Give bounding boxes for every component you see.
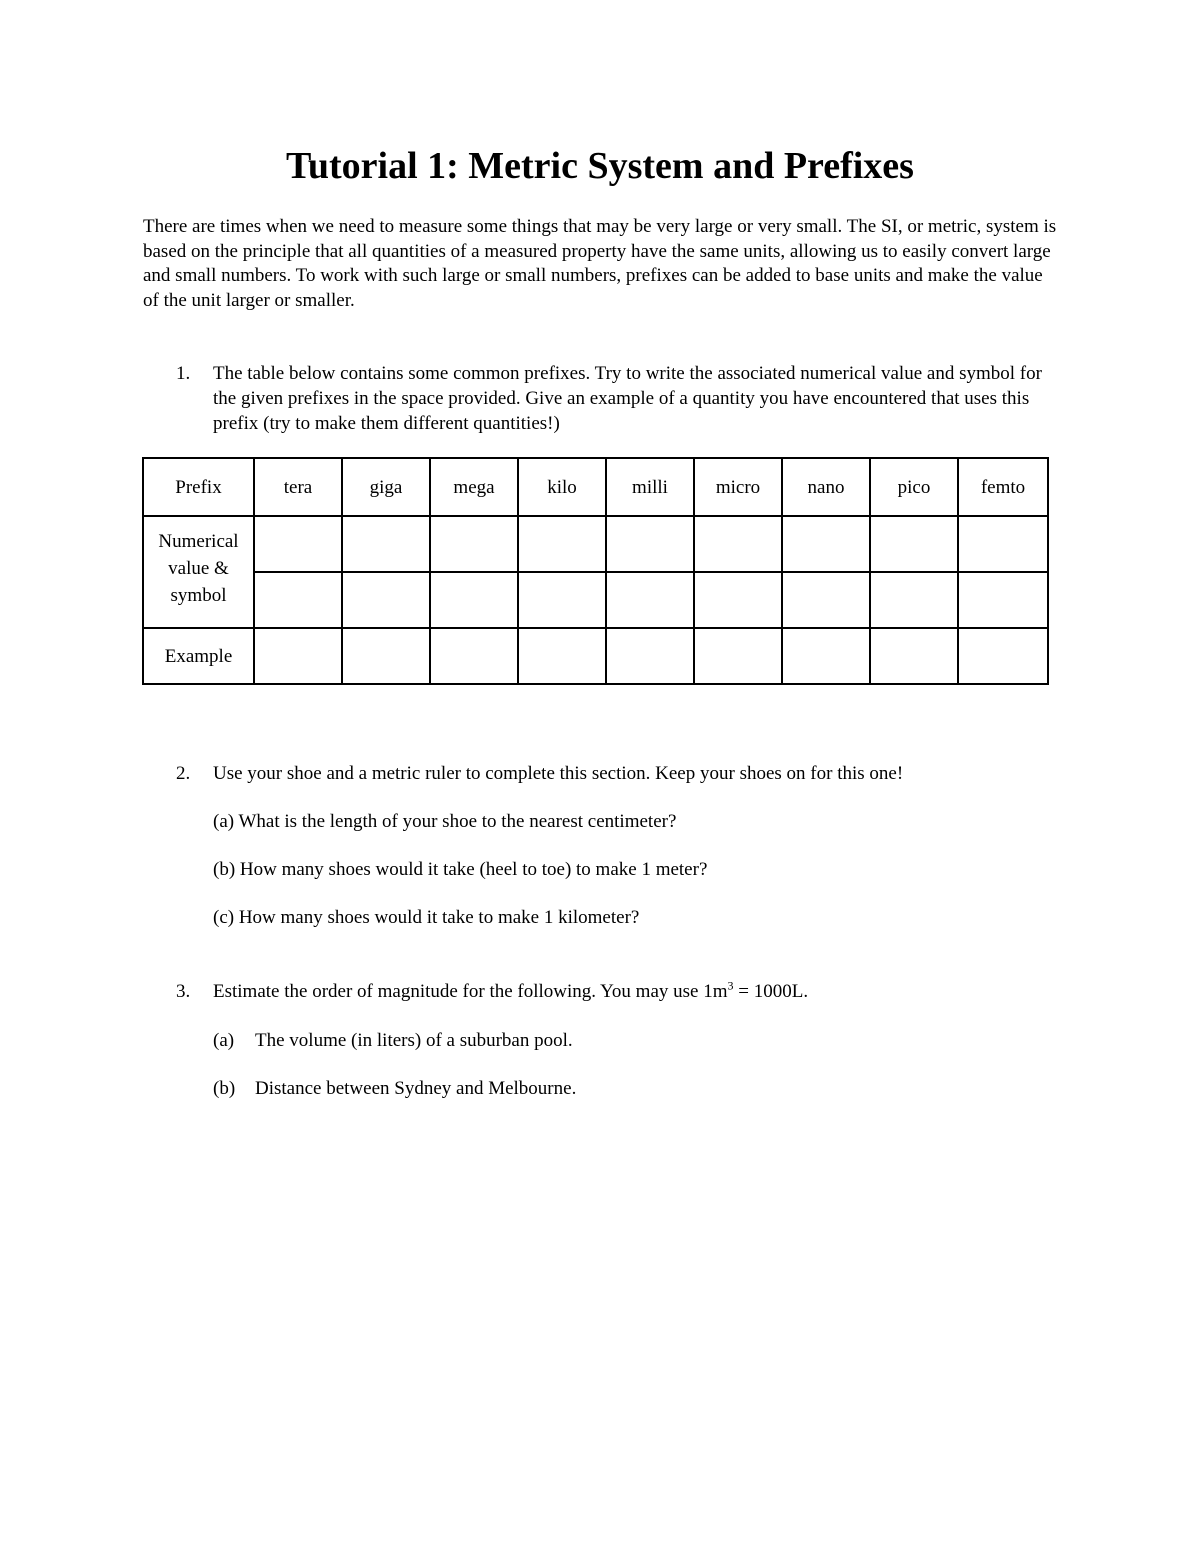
example-label-cell: Example (143, 628, 254, 684)
prefix-cell-milli: milli (606, 458, 694, 516)
question-1-body: The table below contains some common prefixes. Try to write the associated numerical value and symbol for the given prefixes in the space provided. Give an example of a quantity you have encountered that uses this prefix (try to make them different quantities!) (213, 363, 1042, 434)
prefix-cell-mega: mega (430, 458, 518, 516)
numerical-value-cell-pico[interactable] (870, 516, 958, 572)
question-3a-label: (a) (213, 1030, 235, 1051)
symbol-cell-pico[interactable] (870, 572, 958, 628)
symbol-cell-femto[interactable] (958, 572, 1048, 628)
question-3-text (213, 979, 1073, 1004)
question-2c: (c) How many shoes would it take to make 1 kilometer? (213, 907, 640, 928)
example-cell-femto[interactable] (958, 628, 1048, 684)
prefix-cell-tera: tera (254, 458, 342, 516)
intro-text: There are times when we need to measure some things that may be very large or very small. The SI, or metric, system is based on the principle that all quantities of a measured property have the same units, allowing us to easily convert large and small numbers. To work with such large or small numbers, prefixes can be added to base units and make the value of the unit larger or smaller. (143, 216, 1057, 311)
numerical-value-row (143, 516, 1048, 572)
question-3-number: 3. (176, 981, 191, 1002)
numerical-label: Numerical value & symbol (158, 530, 239, 606)
symbol-cell-milli[interactable] (606, 572, 694, 628)
question-1-text (213, 361, 1063, 436)
table-header-row (143, 458, 1048, 516)
example-cell-micro[interactable] (694, 628, 782, 684)
question-3a-text: The volume (in liters) of a suburban pool. (255, 1030, 573, 1051)
symbol-cell-giga[interactable] (342, 572, 430, 628)
numerical-value-cell-giga[interactable] (342, 516, 430, 572)
example-cell-mega[interactable] (430, 628, 518, 684)
question-2b: (b) How many shoes would it take (heel to toe) to make 1 meter? (213, 859, 708, 880)
question-2-text (213, 761, 1073, 786)
prefix-table (142, 457, 1049, 685)
prefix-cell-kilo: kilo (518, 458, 606, 516)
prefix-cell-femto: femto (958, 458, 1048, 516)
question-1-number: 1. (176, 363, 191, 384)
symbol-row (143, 572, 1048, 628)
symbol-cell-nano[interactable] (782, 572, 870, 628)
example-cell-pico[interactable] (870, 628, 958, 684)
numerical-value-cell-milli[interactable] (606, 516, 694, 572)
symbol-cell-micro[interactable] (694, 572, 782, 628)
question-2-number: 2. (176, 763, 191, 784)
numerical-value-cell-kilo[interactable] (518, 516, 606, 572)
prefix-header-cell: Prefix (143, 458, 254, 516)
numerical-value-cell-micro[interactable] (694, 516, 782, 572)
prefix-cell-giga: giga (342, 458, 430, 516)
symbol-cell-kilo[interactable] (518, 572, 606, 628)
example-row (143, 628, 1048, 684)
example-cell-tera[interactable] (254, 628, 342, 684)
example-cell-kilo[interactable] (518, 628, 606, 684)
example-cell-giga[interactable] (342, 628, 430, 684)
question-2-body: Use your shoe and a metric ruler to complete this section. Keep your shoes on for this one! (213, 763, 904, 784)
prefix-cell-micro: micro (694, 458, 782, 516)
example-cell-milli[interactable] (606, 628, 694, 684)
numerical-label-cell (143, 516, 254, 628)
example-cell-nano[interactable] (782, 628, 870, 684)
question-3b-text: Distance between Sydney and Melbourne. (255, 1078, 577, 1099)
prefix-cell-pico: pico (870, 458, 958, 516)
intro-paragraph (143, 215, 1063, 313)
question-3-superscript: 3 (727, 978, 734, 993)
question-2a: (a) What is the length of your shoe to the nearest centimeter? (213, 811, 677, 832)
symbol-cell-tera[interactable] (254, 572, 342, 628)
numerical-value-cell-tera[interactable] (254, 516, 342, 572)
prefix-cell-nano: nano (782, 458, 870, 516)
symbol-cell-mega[interactable] (430, 572, 518, 628)
numerical-value-cell-mega[interactable] (430, 516, 518, 572)
question-3-body-end: = 1000L. (733, 981, 809, 1002)
page-title: Tutorial 1: Metric System and Prefixes (286, 145, 914, 187)
numerical-value-cell-femto[interactable] (958, 516, 1048, 572)
numerical-value-cell-nano[interactable] (782, 516, 870, 572)
question-3b-label: (b) (213, 1078, 236, 1099)
question-3-body: Estimate the order of magnitude for the following. You may use 1m (213, 981, 728, 1002)
